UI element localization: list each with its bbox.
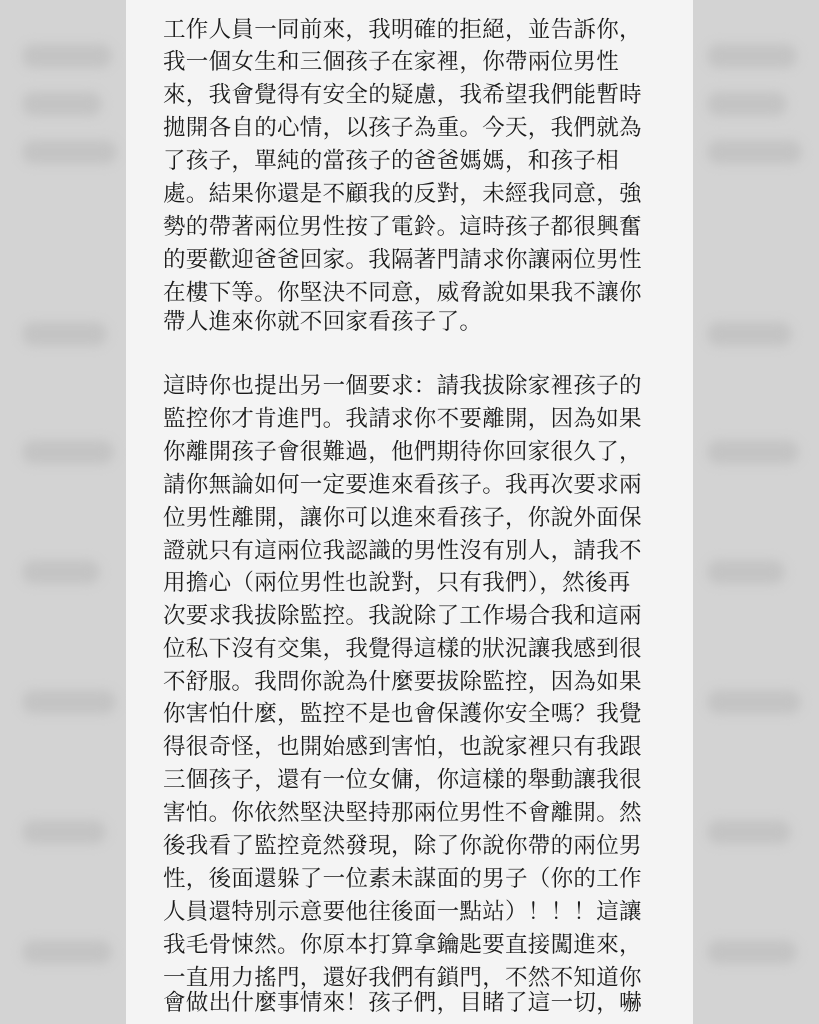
blur-stroke	[22, 140, 117, 164]
blur-stroke	[707, 560, 785, 584]
blur-stroke	[22, 940, 112, 964]
text-line: 一直用力搖門，還好我們有鎖門，不然不知道你	[163, 965, 642, 991]
blur-stroke	[707, 322, 792, 346]
text-line: 勢的帶著兩位男性按了電鈴。這時孩子都很興奮	[163, 214, 642, 240]
text-line: 監控你才肯進門。我請求你不要離開，因為如果	[163, 406, 642, 432]
text-line: 得很奇怪，也開始感到害怕，也說家裡只有我跟	[163, 734, 642, 760]
text-line: 帶人進來你就不回家看孩子了。	[163, 309, 483, 335]
text-line: 我一個女生和三個孩子在家裡，你帶兩位男性	[163, 49, 620, 75]
text-line: 處。結果你還是不顧我的反對，未經我同意，強	[163, 181, 642, 207]
text-line: 次要求我拔除監控。我說除了工作場合我和這兩	[163, 603, 642, 629]
blur-stroke	[707, 690, 801, 714]
text-line: 人員還特別示意要他往後面一點站）！！！這讓	[163, 899, 642, 925]
text-line: 位私下沒有交集，我覺得這樣的狀況讓我感到很	[163, 636, 642, 662]
text-line: 位男性離開，讓你可以進來看孩子，你說外面保	[163, 505, 642, 531]
text-line: 三個孩子，還有一位女傭，你這樣的舉動讓我很	[163, 767, 642, 793]
text-line: 在樓下等。你堅決不同意，威脅說如果我不讓你	[163, 280, 642, 306]
document-page	[126, 0, 693, 1024]
text-line: 工作人員一同前來，我明確的拒絕，並告訴你，	[163, 17, 642, 43]
text-line: 來，我會覺得有安全的疑慮，我希望我們能暫時	[163, 82, 642, 108]
blurred-background-left	[0, 0, 126, 1024]
blur-stroke	[707, 140, 802, 164]
text-line: 請你無論如何一定要進來看孩子。我再次要求兩	[163, 472, 642, 498]
text-line: 害怕。你依然堅決堅持那兩位男性不會離開。然	[163, 800, 642, 826]
text-line: 你害怕什麼，監控不是也會保護你安全嗎？我覺	[163, 701, 642, 727]
text-line: 你離開孩子會很難過，他們期待你回家很久了，	[163, 439, 642, 465]
blur-stroke	[707, 44, 797, 68]
text-line: 性，後面還躲了一位素未謀面的男子（你的工作	[163, 866, 642, 892]
blur-stroke	[22, 560, 100, 584]
blur-stroke	[22, 820, 106, 844]
blurred-background-right	[693, 0, 819, 1024]
blur-stroke	[22, 440, 114, 464]
text-line: 這時你也提出另一個要求：請我拔除家裡孩子的	[163, 373, 642, 399]
text-line: 拋開各自的心情，以孩子為重。今天，我們就為	[163, 115, 642, 141]
text-line: 用擔心（兩位男性也說對，只有我們），然後再	[163, 570, 631, 596]
text-line: 證就只有這兩位我認識的男性沒有別人，請我不	[163, 538, 642, 564]
blur-stroke	[707, 440, 799, 464]
text-line: 會做出什麼事情來！孩子們，目睹了這一切，嚇	[163, 990, 642, 1016]
text-line: 後我看了監控竟然發現，除了你說你帶的兩位男	[163, 833, 642, 859]
blur-stroke	[22, 322, 107, 346]
blur-stroke	[22, 92, 102, 116]
blur-stroke	[22, 44, 112, 68]
text-line: 的要歡迎爸爸回家。我隔著門請求你讓兩位男性	[163, 247, 642, 273]
blur-stroke	[707, 820, 791, 844]
blur-stroke	[22, 690, 116, 714]
text-line: 不舒服。我問你說為什麼要拔除監控，因為如果	[163, 669, 642, 695]
text-line: 我毛骨悚然。你原本打算拿鑰匙要直接闖進來，	[163, 932, 642, 958]
text-line: 了孩子，單純的當孩子的爸爸媽媽，和孩子相	[163, 148, 620, 174]
blur-stroke	[707, 940, 797, 964]
blur-stroke	[707, 92, 787, 116]
